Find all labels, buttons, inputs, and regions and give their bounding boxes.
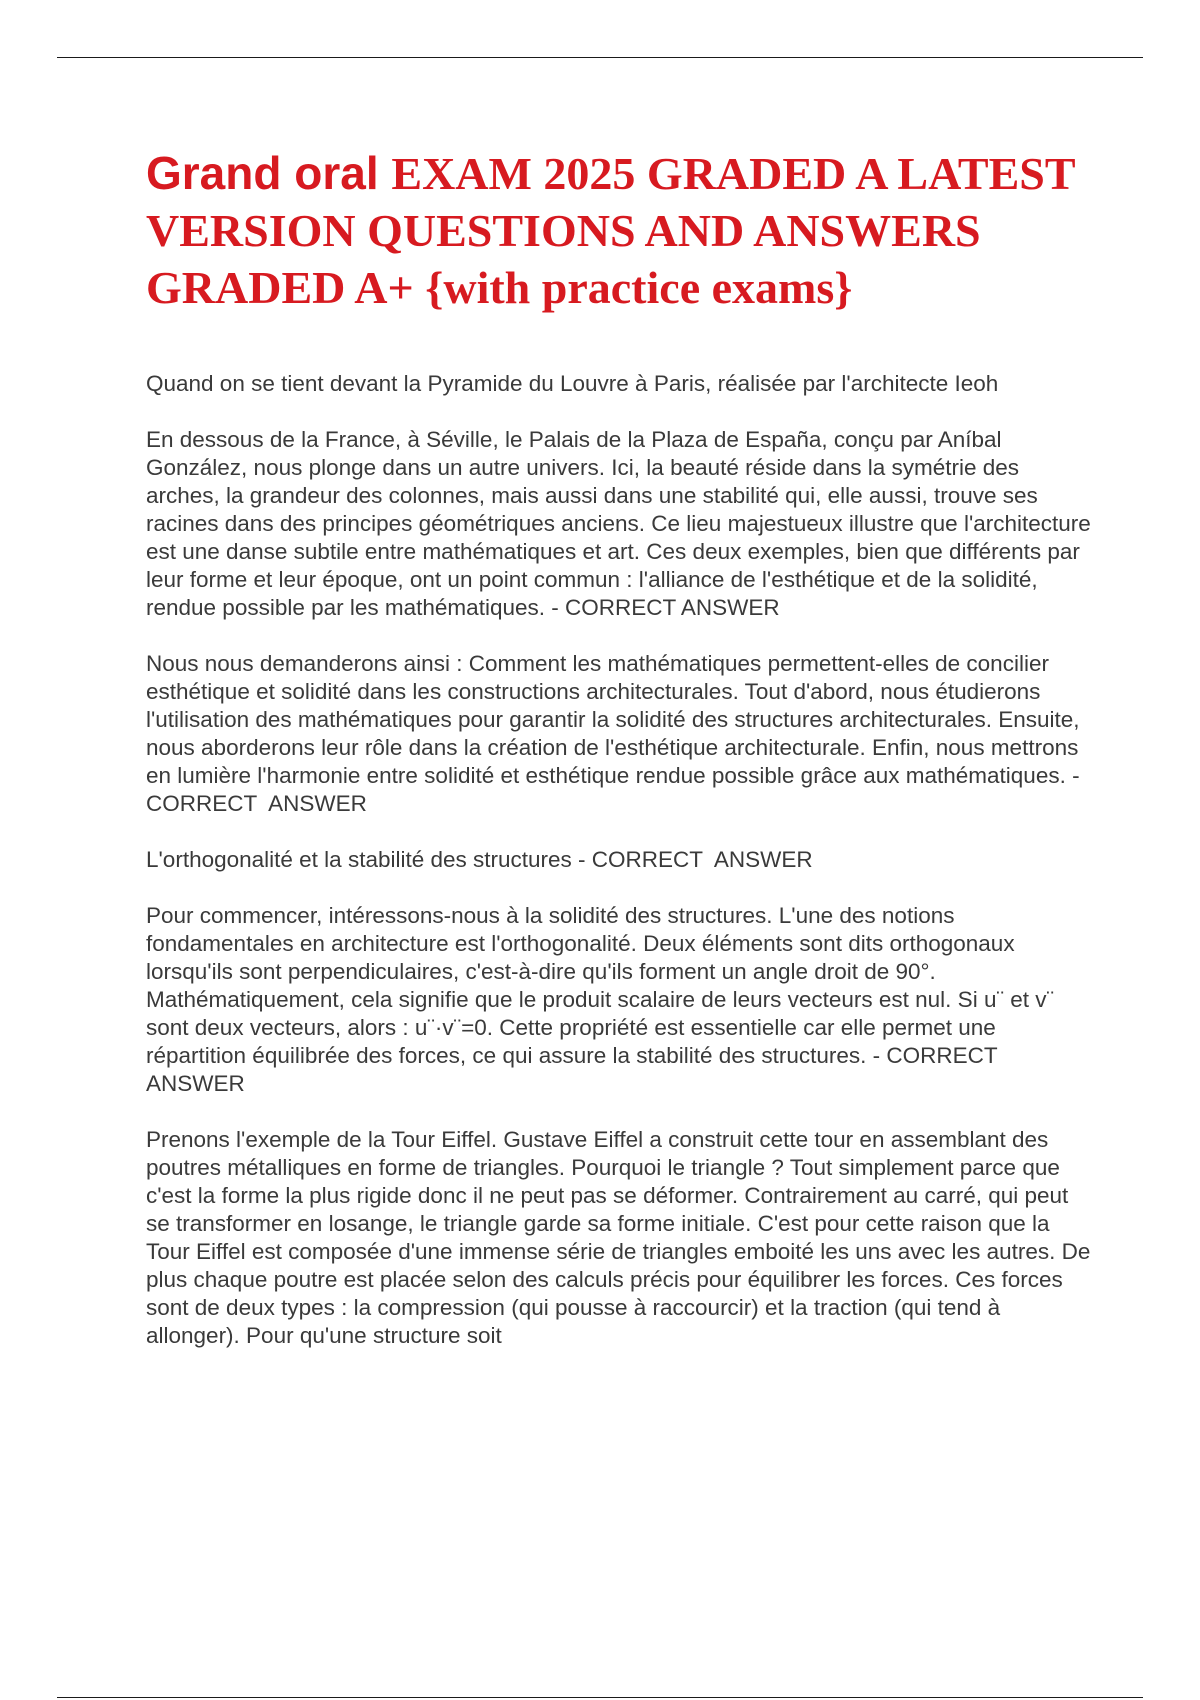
- document-body: [146, 145, 1096, 1378]
- document-title: [146, 145, 1096, 316]
- paragraph-4: L'orthogonalité et la stabilité des structures - CORRECT ANSWER: [146, 847, 813, 872]
- paragraph-6: Prenons l'exemple de la Tour Eiffel. Gustave Eiffel a construit cette tour en assemblant des poutres métalliques en forme de triangles. Pourquoi le triangle ? Tout simplement parce que c'est la forme la plus rigide donc il ne peut pas se déformer. Contrairement au carré, qui peut se transformer en losange, le triangle garde sa forme initiale. C'est pour cette raison que la Tour Eiffel est composée d'une immense série de triangles emboité les uns avec les autres. De plus chaque poutre est placée selon des calculs précis pour équilibrer les forces. Ces forces sont de deux types : la compression (qui pousse à raccourcir) et la traction (qui tend à allonger). Pour qu'une structure soit: [146, 1127, 1097, 1348]
- bottom-rule: [57, 1697, 1143, 1698]
- title-lead: Grand oral: [146, 147, 392, 199]
- top-rule: [57, 57, 1143, 58]
- title-rest: EXAM 2025 GRADED A LATEST VERSION QUESTIONS AND ANSWERS GRADED A+ {with practice exams}: [146, 148, 1075, 313]
- paragraph-3: Nous nous demanderons ainsi : Comment les mathématiques permettent-elles de concilier esthétique et solidité dans les constructions architecturales. Tout d'abord, nous étudierons l'utilisation des mathématiques pour garantir la solidité des structures architecturales. Ensuite, nous aborderons leur rôle dans la création de l'esthétique architecturale. Enfin, nous mettrons en lumière l'harmonie entre solidité et esthétique rendue possible grâce aux mathématiques. - CORRECT ANSWER: [146, 651, 1086, 816]
- paragraph-5: Pour commencer, intéressons-nous à la solidité des structures. L'une des notions fondamentales en architecture est l'orthogonalité. Deux éléments sont dits orthogonaux lorsqu'ils sont perpendiculaires, c'est-à-dire qu'ils forment un angle droit de 90°. Mathématiquement, cela signifie que le produit scalaire de leurs vecteurs est nul. Si u¨ et v¨ sont deux vecteurs, alors : u¨·v¨=0. Cette propriété est essentielle car elle permet une répartition équilibrée des forces, ce qui assure la stabilité des structures. - CORRECT ANSWER: [146, 903, 1061, 1096]
- paragraph-2: En dessous de la France, à Séville, le Palais de la Plaza de España, conçu par Aníbal González, nous plonge dans un autre univers. Ici, la beauté réside dans la symétrie des arches, la grandeur des colonnes, mais aussi dans une stabilité qui, elle aussi, trouve ses racines dans des principes géométriques anciens. Ce lieu majestueux illustre que l'architecture est une danse subtile entre mathématiques et art. Ces deux exemples, bien que différents par leur forme et leur époque, ont un point commun : l'alliance de l'esthétique et de la solidité, rendue possible par les mathématiques. - CORRECT ANSWER: [146, 427, 1098, 620]
- paragraph-1: Quand on se tient devant la Pyramide du Louvre à Paris, réalisée par l'architecte Ieoh: [146, 371, 999, 396]
